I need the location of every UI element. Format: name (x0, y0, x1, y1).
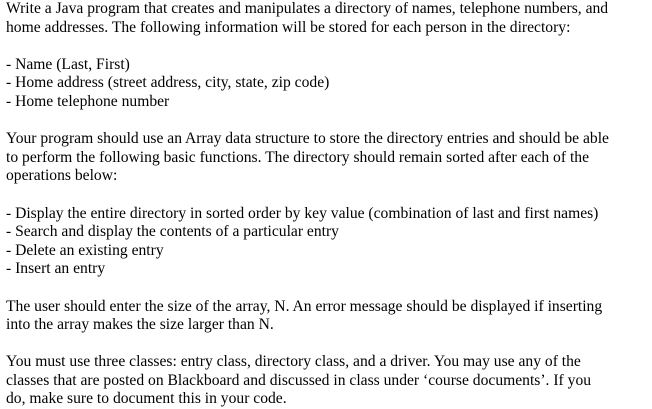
text-line: do, make sure to document this in your code. (6, 390, 287, 408)
text-line: classes that are posted on Blackboard and discussed in class under ‘course documents’. If you (6, 371, 592, 389)
list-item: - Search and display the contents of a particular entry (6, 223, 339, 241)
list-item: - Home telephone number (6, 92, 170, 110)
assignment-document (6, 0, 646, 409)
list-item: - Name (Last, First) (6, 55, 130, 73)
directory-fields-list (6, 56, 646, 112)
text-line: to perform the following basic functions. The directory should remain sorted after each of the (6, 148, 589, 166)
text-line: operations below: (6, 167, 118, 185)
text-line: The user should enter the size of the array, N. An error message should be displayed if inserting (6, 297, 603, 315)
intro-paragraph (6, 0, 646, 37)
list-item: - Home address (street address, city, state, zip code) (6, 74, 330, 92)
functions-list (6, 205, 646, 279)
text-line: You must use three classes: entry class, directory class, and a driver. You may use any of the (6, 353, 581, 371)
text-line: Your program should use an Array data structure to store the directory entries and should be able (6, 130, 609, 148)
list-item: - Display the entire directory in sorted order by key value (combination of last and first names) (6, 204, 599, 222)
requirements-paragraph (6, 130, 646, 186)
list-item: - Insert an entry (6, 260, 106, 278)
text-line: Write a Java program that creates and manipulates a directory of names, telephone numbers, and (6, 0, 609, 17)
list-item: - Delete an existing entry (6, 241, 164, 259)
text-line: home addresses. The following information will be stored for each person in the directory: (6, 18, 571, 36)
array-size-paragraph (6, 298, 646, 335)
text-line: into the array makes the size larger than N. (6, 316, 274, 334)
classes-paragraph (6, 353, 646, 409)
